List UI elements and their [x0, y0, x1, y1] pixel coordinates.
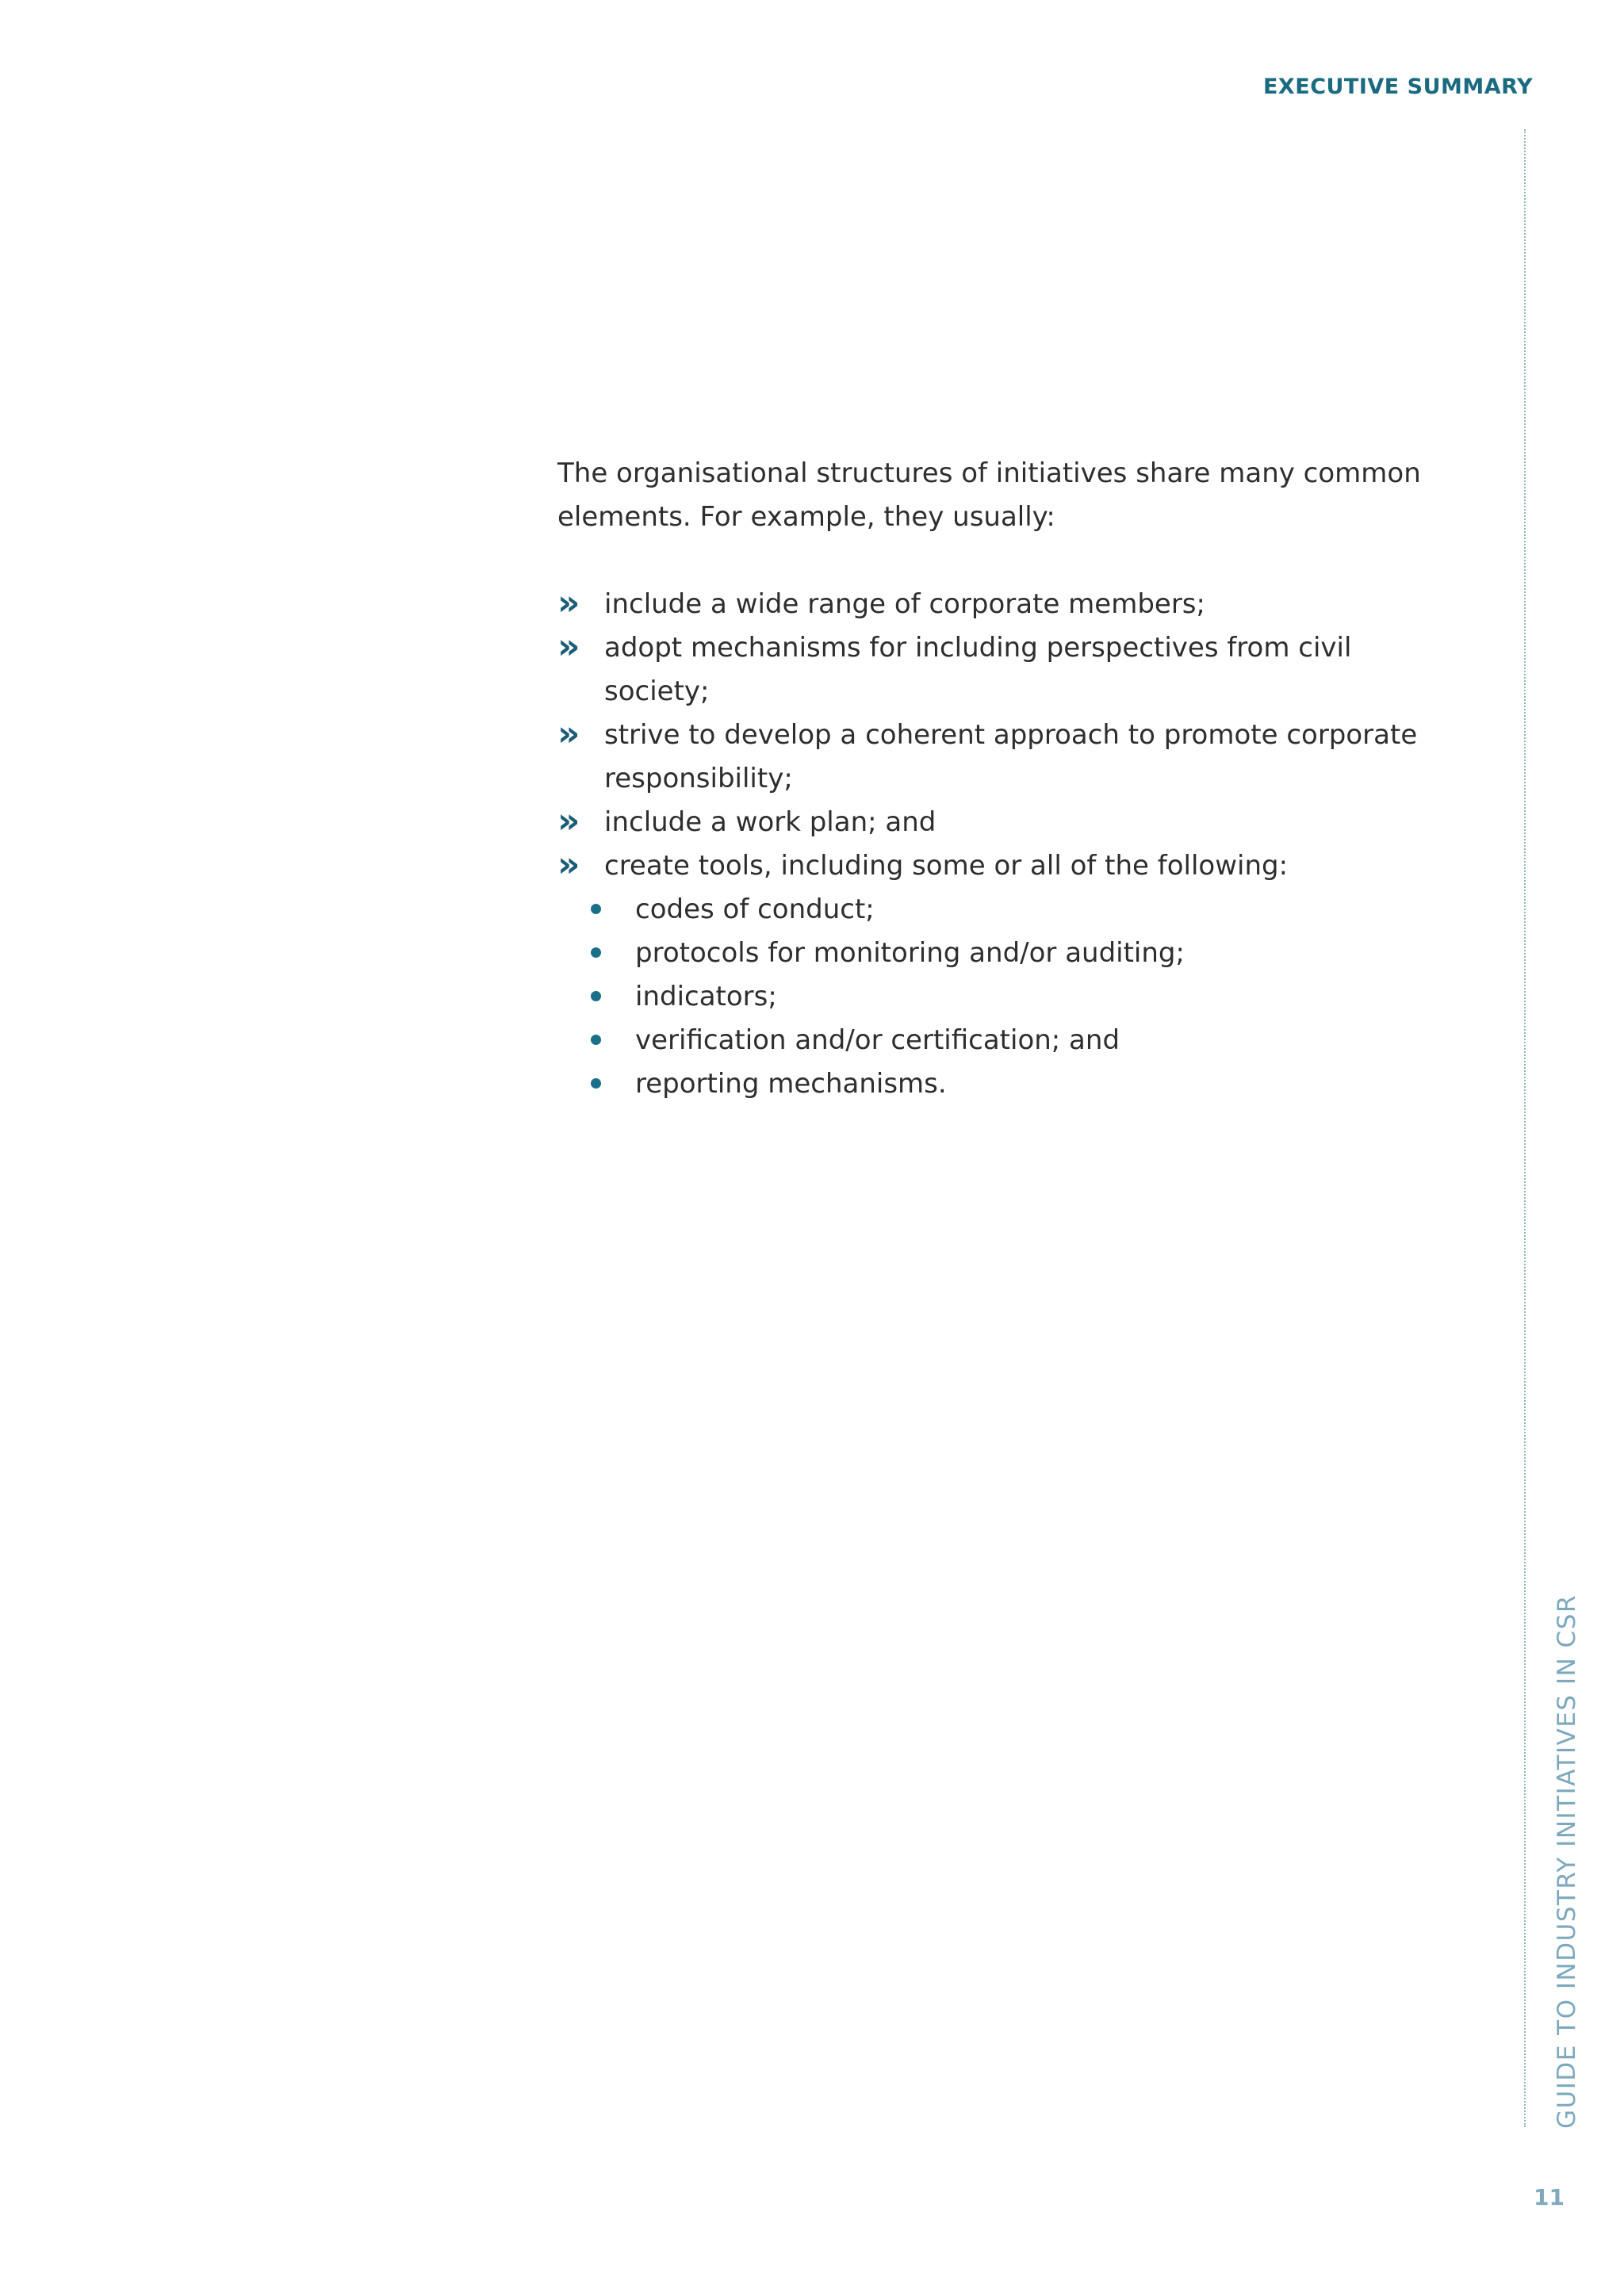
list-item [557, 583, 1430, 626]
sub-list-item-text: indicators; [635, 981, 777, 1012]
double-chevron-icon: » [557, 844, 580, 885]
list-item-text: strive to develop a coherent approach to promote corporate responsibility; [604, 719, 1418, 794]
double-chevron-icon: » [557, 714, 580, 754]
sub-list-item [557, 975, 1430, 1019]
double-chevron-icon: » [557, 583, 580, 623]
sub-list-item-text: verification and/or certification; and [635, 1024, 1120, 1056]
bullet-dot-icon [591, 991, 601, 1001]
intro-paragraph: The organisational structures of initiatives share many common elements. For example, they usually: [557, 457, 1421, 533]
main-content [557, 452, 1430, 1106]
list-item-text: include a wide range of corporate members; [604, 588, 1205, 620]
sub-list-item-text: codes of conduct; [635, 894, 875, 925]
bullet-dot-icon [591, 947, 601, 958]
running-header: EXECUTIVE SUMMARY [1262, 75, 1533, 99]
sub-list-item-text: protocols for monitoring and/or auditing; [635, 937, 1185, 969]
sub-list-item-text: reporting mechanisms. [635, 1068, 947, 1100]
double-chevron-icon: » [557, 801, 580, 841]
page-number: 11 [1534, 2184, 1565, 2210]
side-dotted-rule [1524, 129, 1526, 2127]
list-item [557, 714, 1430, 801]
list-item [557, 626, 1430, 714]
double-chevron-icon: » [557, 626, 580, 667]
sub-list-item [557, 932, 1430, 975]
sub-list-item [557, 1019, 1430, 1062]
list-item-text: create tools, including some or all of the following: [604, 850, 1289, 882]
bullet-dot-icon [591, 1078, 601, 1089]
sub-list-item [557, 888, 1430, 932]
sub-bullet-list [557, 888, 1430, 1106]
sub-list-item [557, 1062, 1430, 1106]
list-item-text: adopt mechanisms for including perspectives from civil society; [604, 632, 1352, 707]
list-item [557, 801, 1430, 844]
list-item-text: include a work plan; and [604, 806, 936, 838]
bullet-dot-icon [591, 1035, 601, 1045]
bullet-dot-icon [591, 904, 601, 914]
bullet-list [557, 583, 1430, 888]
list-item [557, 844, 1430, 888]
side-title: GUIDE TO INDUSTRY INITIATIVES IN CSR [1553, 1594, 1581, 2129]
